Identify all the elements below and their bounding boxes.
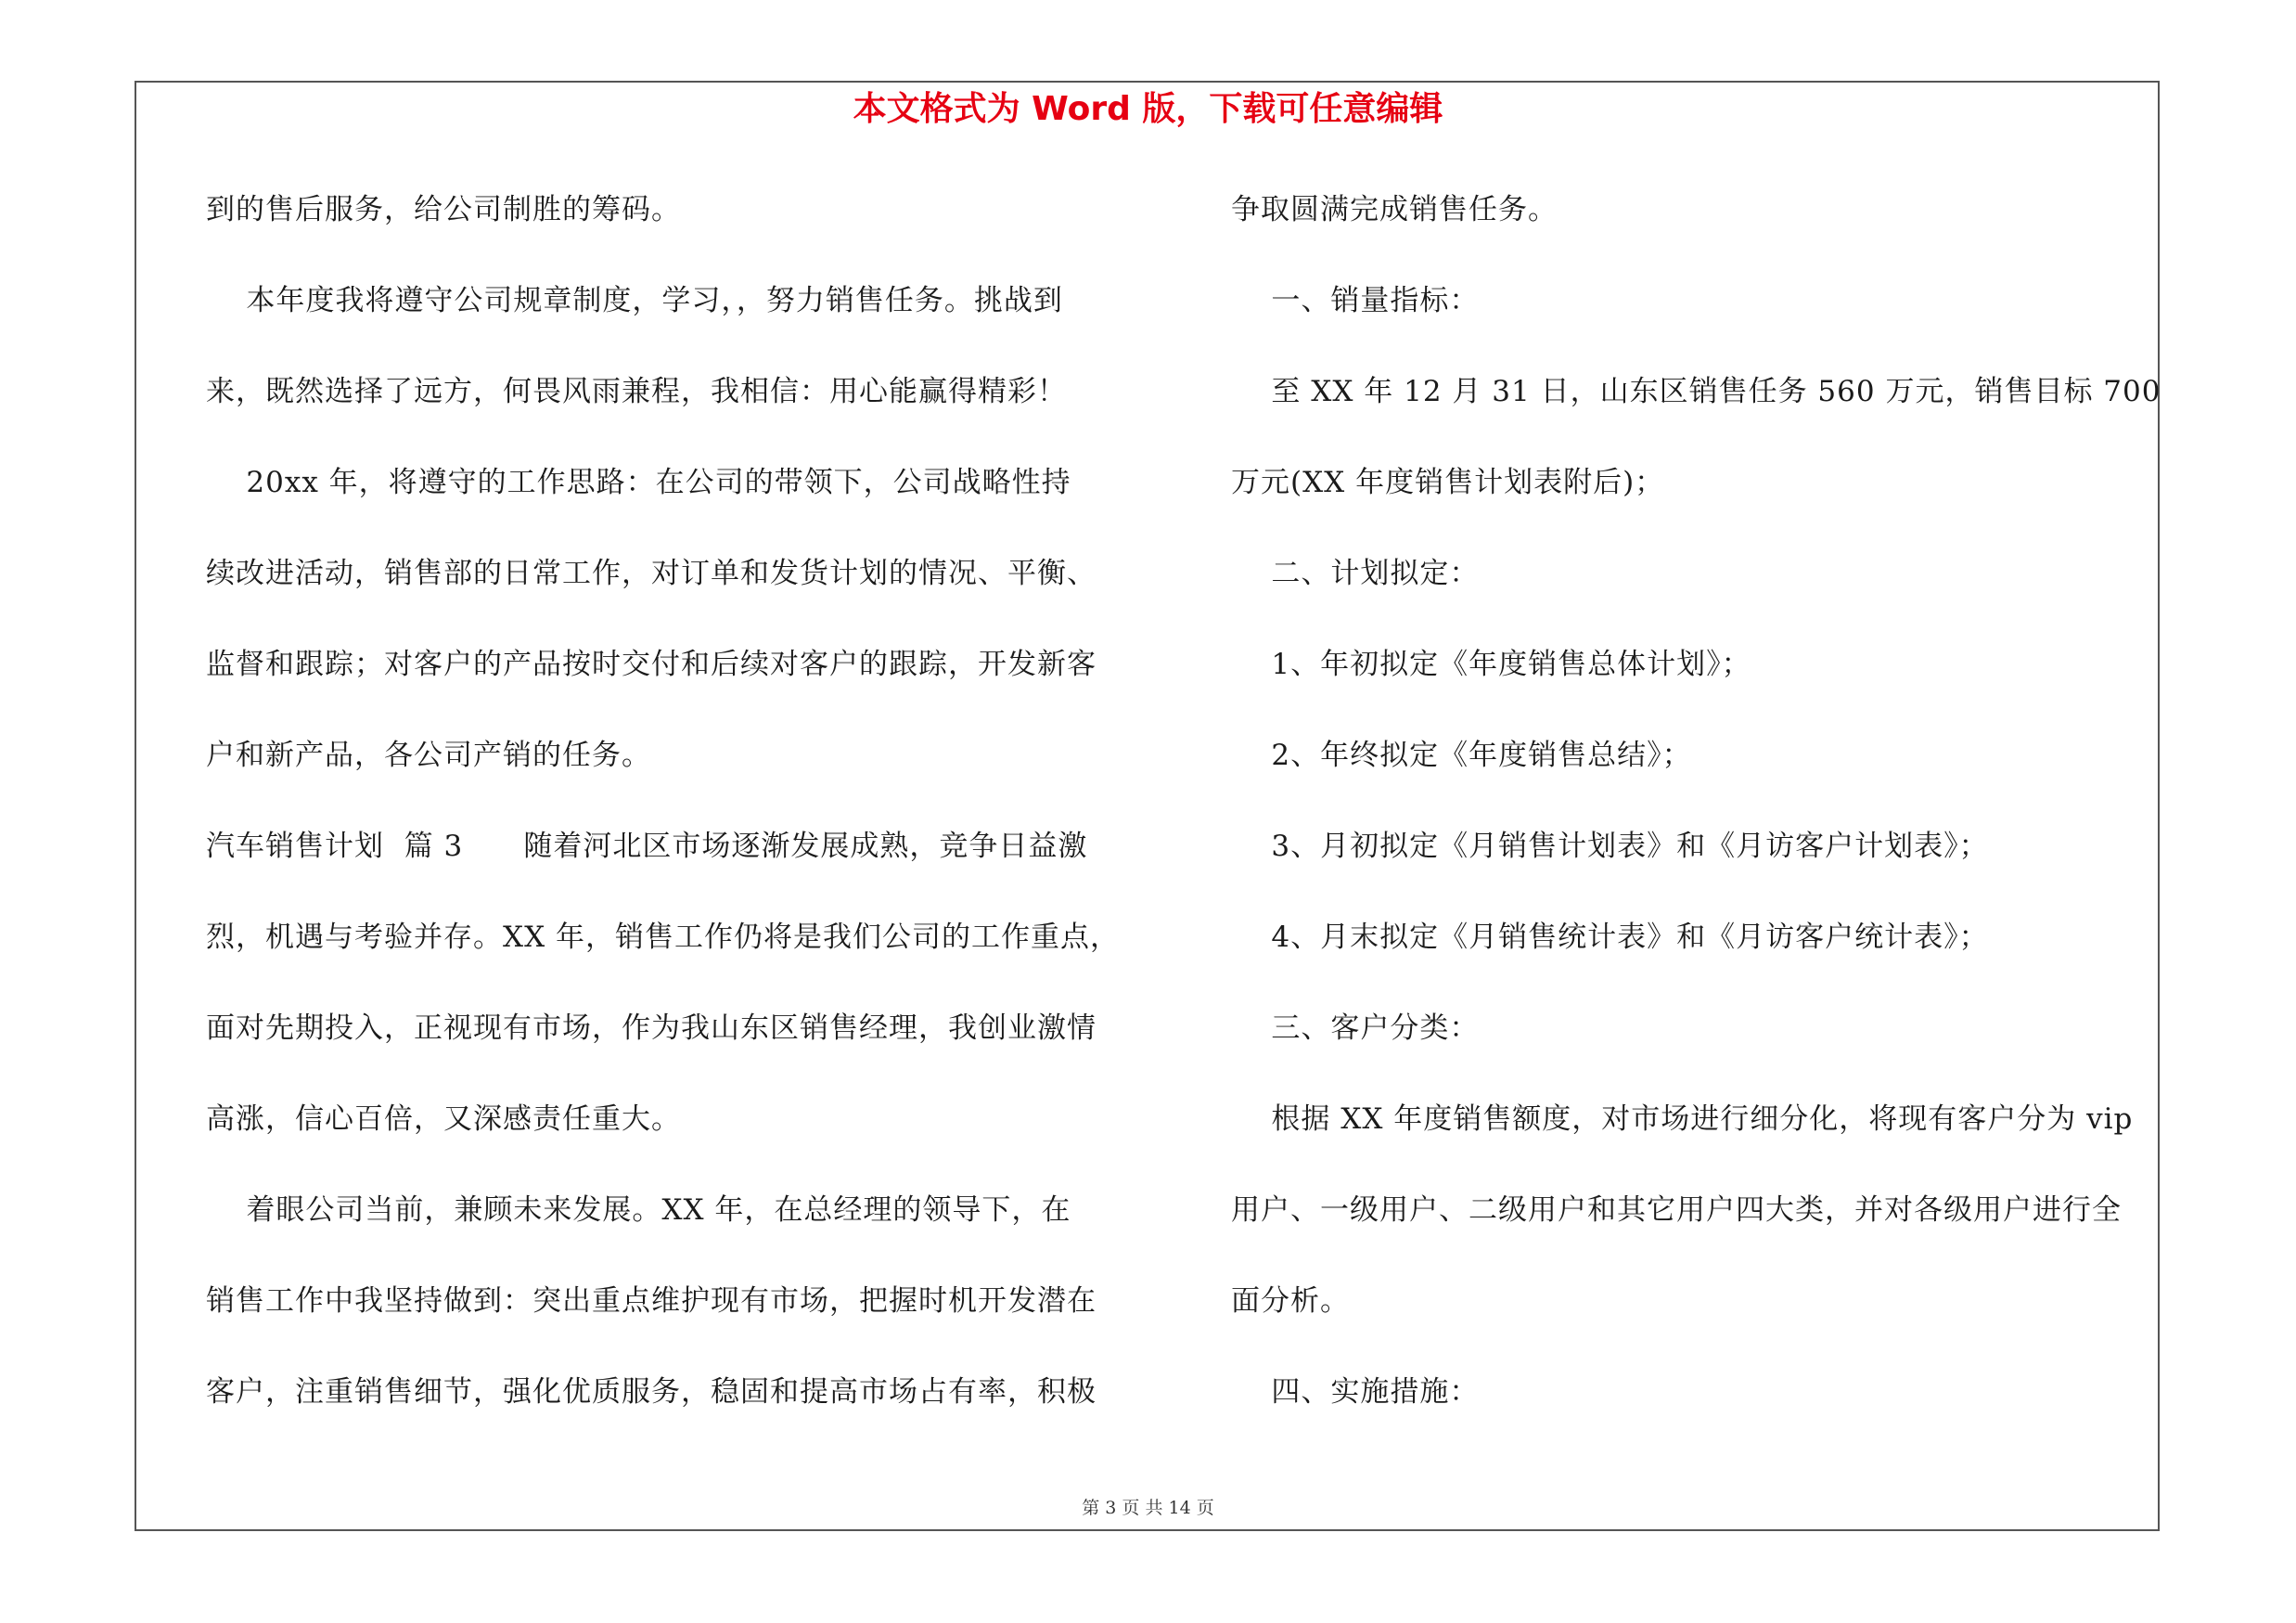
text-line: 20xx 年，将遵守的工作思路：在公司的带领下，公司战略性持 [206, 466, 1071, 499]
text-line: 万元(XX 年度销售计划表附后)； [1231, 466, 1665, 499]
text-line: 3、月初拟定《月销售计划表》和《月访客户计划表》； [1231, 830, 1989, 863]
text-line: 至 XX 年 12 月 31 日，山东区销售任务 560 万元，销售目标 700 [1231, 375, 2161, 408]
text-line: 续改进活动，销售部的日常工作，对订单和发货计划的情况、平衡、 [206, 557, 1097, 590]
text-line: 监督和跟踪；对客户的产品按时交付和后续对客户的跟踪，开发新客 [206, 648, 1097, 681]
text-line: 三、客户分类： [1231, 1011, 1480, 1045]
text-line: 高涨，信心百倍，又深感责任重大。 [206, 1102, 681, 1136]
right-column [1231, 181, 2159, 1454]
text-line: 一、销量指标： [1231, 284, 1480, 317]
text-line: 用户、一级用户、二级用户和其它用户四大类，并对各级用户进行全 [1231, 1193, 2122, 1227]
text-line: 争取圆满完成销售任务。 [1231, 193, 1558, 226]
text-line: 根据 XX 年度销售额度，对市场进行细分化，将现有客户分为 vip [1231, 1102, 2134, 1136]
text-line: 到的售后服务，给公司制胜的筹码。 [206, 193, 681, 226]
text-line: 1、年初拟定《年度销售总体计划》； [1231, 648, 1751, 681]
text-line: 面分析。 [1231, 1284, 1350, 1318]
left-column [206, 181, 1171, 1454]
text-line: 2、年终拟定《年度销售总结》； [1231, 739, 1692, 772]
text-line: 本年度我将遵守公司规章制度，学习，，努力销售任务。挑战到 [206, 284, 1063, 317]
text-line: 二、计划拟定： [1231, 557, 1480, 590]
text-line: 烈，机遇与考验并存。XX 年，销售工作仍将是我们公司的工作重点， [206, 921, 1120, 954]
text-line: 来，既然选择了远方，何畏风雨兼程，我相信：用心能赢得精彩！ [206, 375, 1067, 408]
text-line: 四、实施措施： [1231, 1375, 1480, 1409]
text-line: 4、月末拟定《月销售统计表》和《月访客户统计表》； [1231, 921, 1989, 954]
format-banner: 本文格式为 Word 版，下载可任意编辑 [853, 90, 1443, 128]
text-line: 销售工作中我坚持做到：突出重点维护现有市场，把握时机开发潜在 [206, 1284, 1097, 1318]
text-line: 汽车销售计划 篇 3 随着河北区市场逐渐发展成熟，竞争日益激 [206, 830, 1088, 863]
text-line: 面对先期投入，正视现有市场，作为我山东区销售经理，我创业激情 [206, 1011, 1097, 1045]
page-footer: 第 3 页 共 14 页 [1082, 1498, 1214, 1518]
text-line: 户和新产品，各公司产销的任务。 [206, 739, 651, 772]
text-line: 着眼公司当前，兼顾未来发展。XX 年，在总经理的领导下，在 [206, 1193, 1071, 1227]
text-line: 客户，注重销售细节，强化优质服务，稳固和提高市场占有率，积极 [206, 1375, 1097, 1409]
